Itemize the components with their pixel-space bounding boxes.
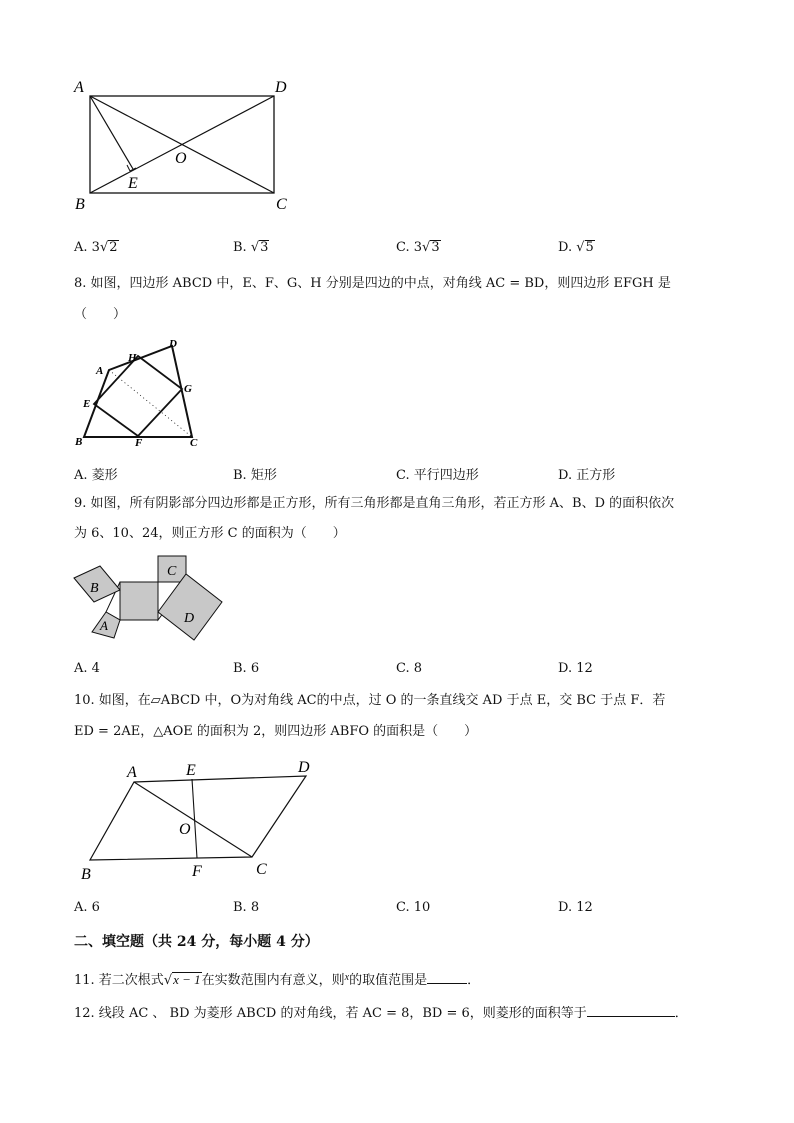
q7-option-d[interactable]: D. √5: [558, 240, 594, 255]
q10-option-a[interactable]: A. 6: [74, 900, 100, 915]
q9-label-c: C: [167, 564, 177, 579]
q7-option-b[interactable]: B. √3: [233, 240, 269, 255]
q9-center-square: [120, 582, 158, 620]
q7-label-d: D: [275, 79, 287, 96]
q10-option-d[interactable]: D. 12: [558, 900, 593, 915]
q9-option-d[interactable]: D. 12: [558, 661, 593, 676]
q8-label-b: B: [75, 436, 83, 448]
q7-option-a[interactable]: A. 3√2: [74, 240, 118, 255]
q9-figure: [70, 552, 230, 644]
q9-stem-line2: 为 6、10、24，则正方形 C 的面积为（ ）: [74, 526, 346, 541]
q7-label-o: O: [175, 150, 187, 167]
q9-label-d: D: [184, 611, 195, 626]
q10-option-c[interactable]: C. 10: [396, 900, 431, 915]
q8-stem-line1: 8. 如图，四边形 ABCD 中，E、F、G、H 分别是四边的中点，对角线 AC = BD，则四边形 EFGH 是: [74, 276, 671, 291]
q8-label-d: D: [169, 338, 177, 350]
q7-option-c[interactable]: C. 3√3: [396, 240, 440, 255]
q10-figure: [76, 757, 326, 885]
q10-label-d: D: [298, 759, 310, 776]
q12-answer-blank[interactable]: [587, 1004, 675, 1017]
q11-stem: 11. 若二次根式√x − 1在实数范围内有意义，则$^x$的取值范围是 ．: [74, 972, 481, 988]
q8-label-a: A: [96, 365, 104, 377]
q10-label-o: O: [179, 821, 191, 838]
q9-label-a: A: [100, 618, 108, 633]
q7-label-a: A: [74, 79, 84, 96]
q9-option-b[interactable]: B. 6: [233, 661, 260, 676]
q10-option-b[interactable]: B. 8: [233, 900, 260, 915]
q7-label-b: B: [75, 196, 85, 212]
q7-figure: [68, 72, 298, 212]
q10-label-b: B: [81, 866, 91, 883]
q10-label-c: C: [256, 861, 267, 878]
q12-stem: 12. 线段 AC 、 BD 为菱形 ABCD 的对角线，若 AC = 8，BD = 6，则菱形的面积等于 ．: [74, 1006, 688, 1021]
q10-label-a: A: [127, 764, 137, 781]
q10-stem-line1: 10. 如图，在▱ABCD 中，O为对角线 AC的中点，过 O 的一条直线交 AD 于点 E，交 BC 于点 F．若: [74, 693, 666, 708]
q10-stem-line2: ED = 2AE，△AOE 的面积为 2，则四边形 ABFO 的面积是（ ）: [74, 724, 478, 739]
q9-stem-line1: 9. 如图，所有阴影部分四边形都是正方形，所有三角形都是直角三角形，若正方形 A、B、D 的面积依次: [74, 496, 675, 511]
q8-option-c[interactable]: C. 平行四边形: [396, 468, 479, 483]
q9-label-b: B: [90, 581, 99, 596]
q11-answer-blank[interactable]: [427, 971, 467, 984]
q8-label-f: F: [135, 437, 143, 449]
q10-label-f: F: [192, 863, 202, 880]
q8-quadrilateral-abcd: [84, 346, 192, 437]
q10-segment-ef: [192, 779, 197, 858]
q8-stem-line2: （ ）: [74, 307, 127, 322]
q8-option-a[interactable]: A. 菱形: [74, 468, 118, 483]
q7-label-c: C: [276, 196, 287, 212]
q8-figure: [72, 334, 212, 450]
q10-label-e: E: [186, 762, 196, 779]
q8-option-d[interactable]: D. 正方形: [558, 468, 616, 483]
section-2-title: 二、填空题（共 24 分，每小题 4 分）: [74, 934, 319, 950]
q8-label-e: E: [83, 398, 91, 410]
q10-parallelogram: [90, 776, 306, 860]
q9-option-a[interactable]: A. 4: [74, 661, 100, 676]
q9-option-c[interactable]: C. 8: [396, 661, 423, 676]
q8-label-g: G: [184, 383, 192, 395]
q7-label-e: E: [128, 175, 138, 192]
q8-label-h: H: [128, 352, 137, 364]
q8-option-b[interactable]: B. 矩形: [233, 468, 277, 483]
q8-label-c: C: [190, 437, 198, 449]
q8-quadrilateral-efgh: [94, 356, 182, 436]
